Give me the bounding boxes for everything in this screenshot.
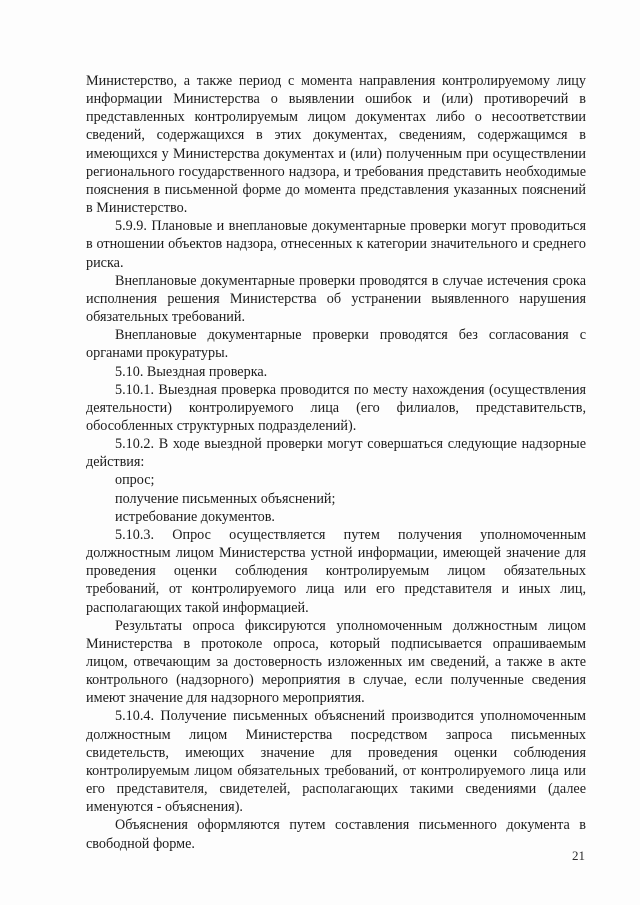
paragraph: 5.10.3. Опрос осуществляется путем получения уполномоченным должностным лицом Министерства устной информации, имеющей значение для проведения оценки соблюдения контролируемым лицом обязательных требований, от контролируемого лица или его представителя и иных лиц, располагающих такой информацией. <box>86 526 586 616</box>
section-heading: 5.10. Выездная проверка. <box>115 363 268 380</box>
paragraph: Результаты опроса фиксируются уполномоченным должностным лицом Министерства в протоколе опроса, который подписывается опрашиваемым лицом, отвечающим за достоверность изложенных им сведений, а также в акте контрольного (надзорного) мероприятия в случае, если полученные сведения имеют значение для надзорного мероприятия. <box>86 617 586 707</box>
list-item: истребование документов. <box>115 508 275 525</box>
document-body <box>86 72 586 853</box>
paragraph: 5.9.9. Плановые и внеплановые документарные проверки могут проводиться в отношении объектов надзора, отнесенных к категории значительного и среднего риска. <box>86 218 586 271</box>
paragraph: 5.10.2. В ходе выездной проверки могут совершаться следующие надзорные действия: <box>86 436 586 471</box>
paragraph: Объяснения оформляются путем составления письменного документа в свободной форме. <box>86 817 586 852</box>
page-number: 21 <box>572 848 585 863</box>
list-item: опрос; <box>115 472 155 489</box>
paragraph: 5.10.4. Получение письменных объяснений производится уполномоченным должностным лицом Министерства посредством запроса письменных свидетельств, имеющих значение для проведения оценки соблюдения контролируемым лицом обязательных требований, от контролируемого лица или его представителя, свидетелей, располагающих такими сведениями (далее именуются - объяснения). <box>86 708 586 816</box>
paragraph: Внеплановые документарные проверки проводятся без согласования с органами прокуратуры. <box>86 327 586 362</box>
paragraph: 5.10.1. Выездная проверка проводится по месту нахождения (осуществления деятельности) контролируемого лица (его филиалов, представительств, обособленных структурных подразделений). <box>86 381 586 434</box>
paragraph: Внеплановые документарные проверки проводятся в случае истечения срока исполнения решения Министерства об устранении выявленного нарушения обязательных требований. <box>86 272 586 326</box>
list-item: получение письменных объяснений; <box>115 490 336 507</box>
paragraph: Министерство, а также период с момента направления контролируемому лицу информации Министерства о выявлении ошибок и (или) противоречий в представленных контролируемым лицом документах либо о несоответствии сведений, содержащихся в этих документах, сведениям, содержащимся в имеющихся у Министерства документах и (или) полученным при осуществлении регионального государственного надзора, и требования представить необходимые пояснения в письменной форме до момента представления указанных пояснений в Министерство. <box>86 73 586 217</box>
